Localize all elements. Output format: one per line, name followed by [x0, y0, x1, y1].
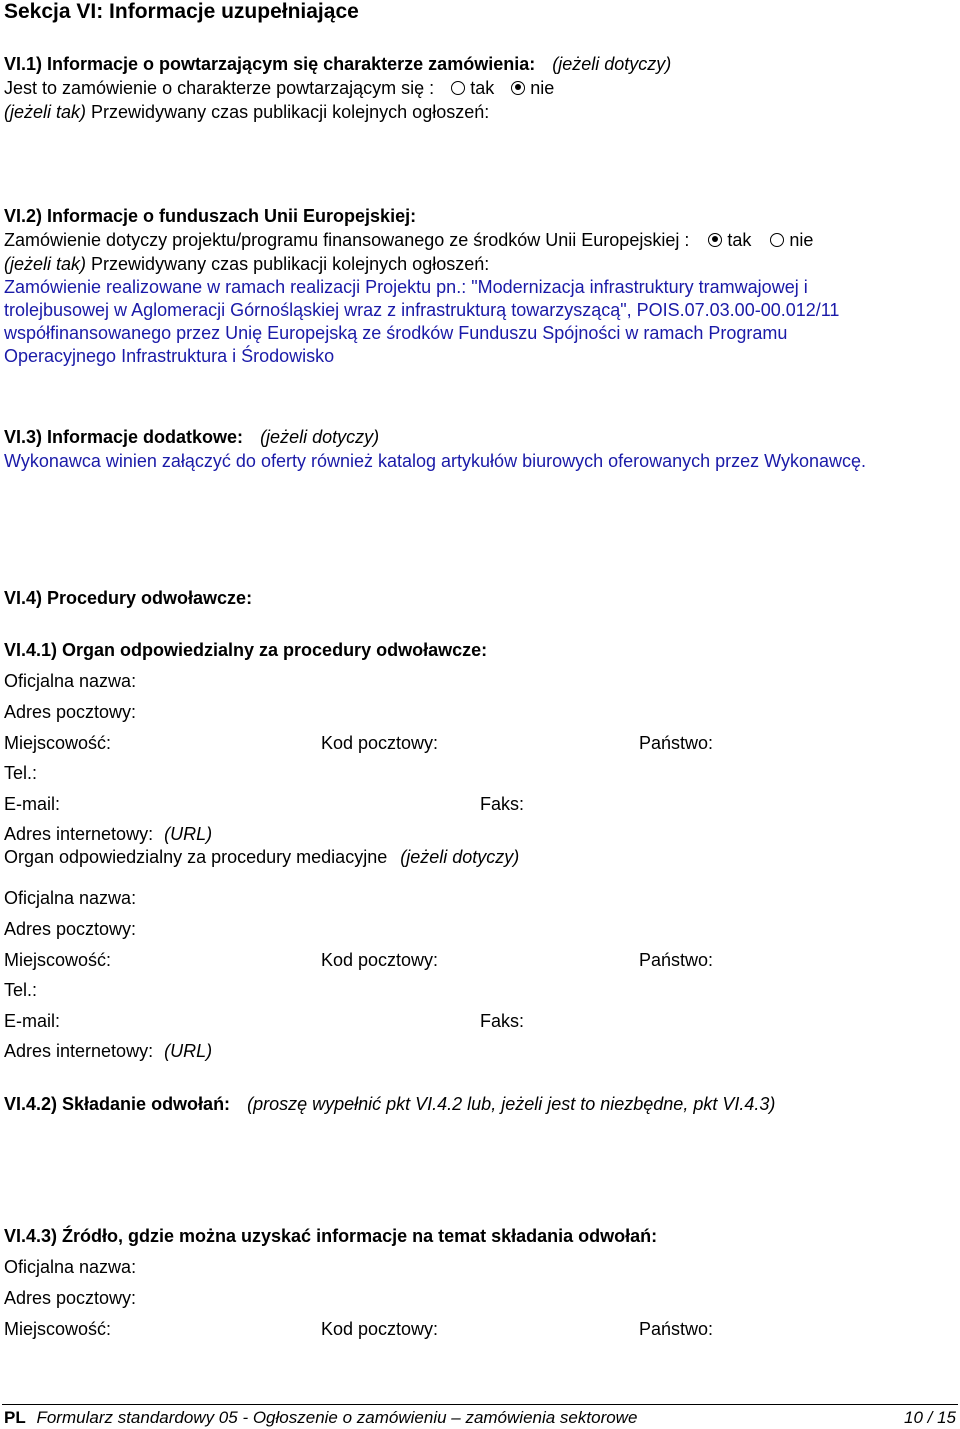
vi2-answer-line-2: trolejbusowej w Aglomeracji Górnośląskiej wraz z infrastrukturą towarzyszącą", POIS.07.03.00-00.012/11 [4, 300, 840, 320]
vi1-followup-line [4, 101, 489, 123]
vi2-answer-line-1: Zamówienie realizowane w ramach realizacji Projektu pn.: "Modernizacja infrastruktury tramwajowej i [4, 277, 808, 297]
mediation-postal-address-label: Adres pocztowy: [4, 919, 137, 939]
vi2-radio-yes[interactable] [708, 233, 722, 247]
vi2-radio-no[interactable] [770, 233, 784, 247]
vi41-website-line [4, 823, 212, 845]
vi2-heading: VI.2) Informacje o funduszach Unii Europejskiej: [4, 206, 417, 226]
vi2-followup-line [4, 253, 489, 275]
vi2-answer-line-4: Operacyjnego Infrastruktura i Środowisko [4, 346, 335, 366]
section-title: Sekcja VI: Informacje uzupełniające [4, 0, 359, 23]
vi1-radio-no[interactable] [511, 81, 525, 95]
vi42-heading: VI.4.2) Składanie odwołań: [4, 1094, 231, 1114]
vi43-postal-code-label: Kod pocztowy: [321, 1319, 439, 1339]
mediation-phone-label: Tel.: [4, 980, 38, 1000]
mediation-postal-code-label: Kod pocztowy: [321, 950, 439, 970]
vi41-phone-label: Tel.: [4, 763, 38, 783]
vi43-heading: VI.4.3) Źródło, gdzie można uzyskać informacje na temat składania odwołań: [4, 1226, 658, 1246]
vi41-email-label: E-mail: [4, 794, 61, 814]
vi2-followup-note: (jeżeli tak) [4, 254, 87, 274]
mediation-country-label: Państwo: [639, 950, 714, 970]
vi43-country-label: Państwo: [639, 1319, 714, 1339]
vi4-heading: VI.4) Procedury odwoławcze: [4, 588, 253, 608]
vi3-heading-note: (jeżeli dotyczy) [260, 427, 380, 447]
vi2-option-yes-label: tak [727, 230, 752, 250]
vi2-followup: Przewidywany czas publikacji kolejnych ogłoszeń: [91, 254, 490, 274]
vi1-option-yes-label: tak [470, 78, 495, 98]
vi2-question: Zamówienie dotyczy projektu/programu finansowanego ze środków Unii Europejskiej : [4, 230, 690, 250]
mediation-website-line [4, 1040, 212, 1062]
mediation-url-note: (URL) [164, 1041, 213, 1061]
footer-page-number: 10 / 15 [904, 1408, 956, 1427]
vi3-heading: VI.3) Informacje dodatkowe: [4, 427, 244, 447]
vi1-followup: Przewidywany czas publikacji kolejnych ogłoszeń: [91, 102, 490, 122]
vi2-option-no-label: nie [789, 230, 814, 250]
vi41-url-note: (URL) [164, 824, 213, 844]
mediation-fax-label: Faks: [480, 1011, 525, 1031]
vi3-heading-line [4, 426, 379, 448]
vi41-official-name-label: Oficjalna nazwa: [4, 671, 137, 691]
vi41-city-label: Miejscowość: [4, 733, 112, 753]
mediation-heading: Organ odpowiedzialny za procedury mediacyjne [4, 847, 388, 867]
vi1-heading-line [4, 53, 671, 75]
vi41-fax-label: Faks: [480, 794, 525, 814]
vi3-answer: Wykonawca winien załączyć do oferty również katalog artykułów biurowych oferowanych przez Wykonawcę. [4, 451, 867, 471]
vi41-website-label: Adres internetowy: [4, 824, 154, 844]
vi1-followup-note: (jeżeli tak) [4, 102, 87, 122]
vi1-question: Jest to zamówienie o charakterze powtarzającym się : [4, 78, 435, 98]
vi2-answer-line-3: współfinansowanego przez Unię Europejską ze środków Funduszu Spójności w ramach Programu [4, 323, 788, 343]
footer-form-name: Formularz standardowy 05 - Ogłoszenie o zamówieniu – zamówienia sektorowe [36, 1408, 638, 1427]
vi1-heading: VI.1) Informacje o powtarzającym się charakterze zamówienia: [4, 54, 536, 74]
vi1-radio-yes[interactable] [451, 81, 465, 95]
footer-left [4, 1407, 637, 1429]
vi41-country-label: Państwo: [639, 733, 714, 753]
vi41-heading: VI.4.1) Organ odpowiedzialny za procedury odwoławcze: [4, 640, 488, 660]
mediation-note: (jeżeli dotyczy) [400, 847, 520, 867]
vi41-postal-address-label: Adres pocztowy: [4, 702, 137, 722]
vi2-question-line [4, 229, 813, 251]
footer-divider [2, 1404, 958, 1405]
vi1-question-line [4, 77, 554, 99]
mediation-website-label: Adres internetowy: [4, 1041, 154, 1061]
vi41-postal-code-label: Kod pocztowy: [321, 733, 439, 753]
mediation-email-label: E-mail: [4, 1011, 61, 1031]
vi43-postal-address-label: Adres pocztowy: [4, 1288, 137, 1308]
mediation-heading-line [4, 846, 519, 868]
vi42-line [4, 1093, 775, 1115]
vi42-note: (proszę wypełnić pkt VI.4.2 lub, jeżeli jest to niezbędne, pkt VI.4.3) [247, 1094, 776, 1114]
vi1-option-no-label: nie [530, 78, 555, 98]
vi1-heading-note: (jeżeli dotyczy) [552, 54, 672, 74]
vi43-official-name-label: Oficjalna nazwa: [4, 1257, 137, 1277]
vi43-city-label: Miejscowość: [4, 1319, 112, 1339]
footer-lang: PL [4, 1408, 26, 1427]
mediation-city-label: Miejscowość: [4, 950, 112, 970]
mediation-official-name-label: Oficjalna nazwa: [4, 888, 137, 908]
